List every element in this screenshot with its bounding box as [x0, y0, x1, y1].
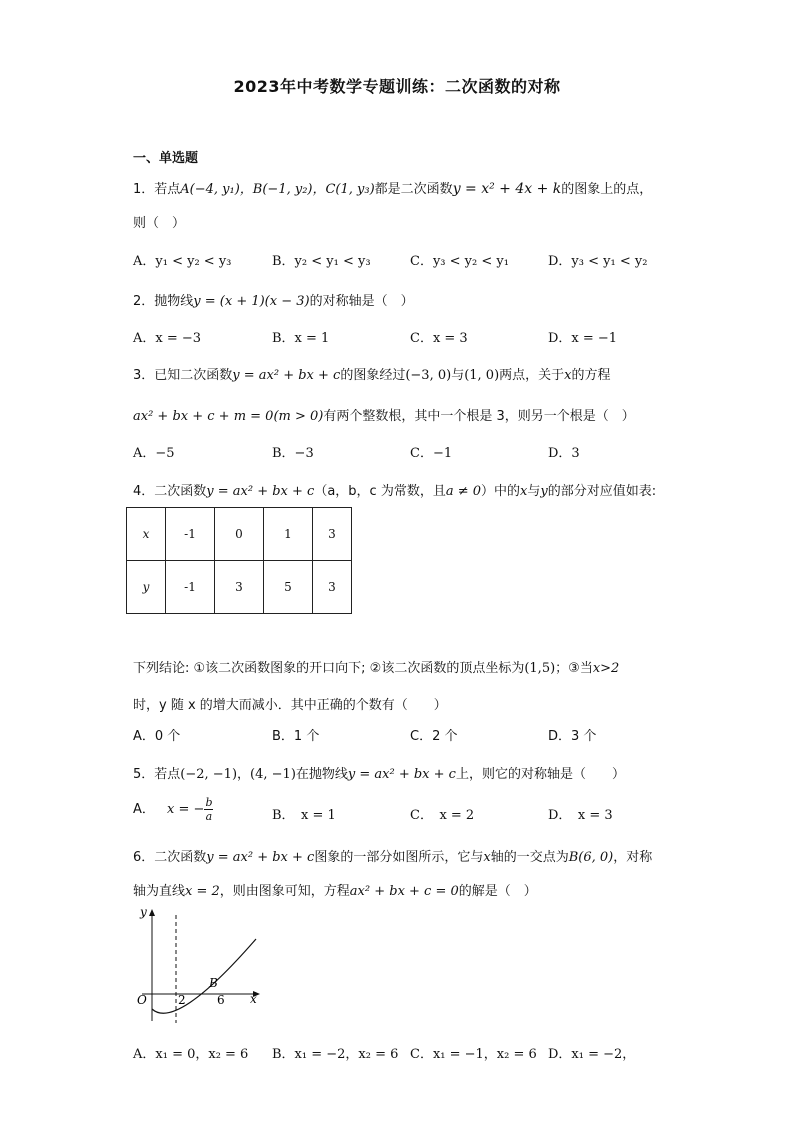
q4-condition-x: x>2 [592, 661, 620, 676]
q4-conclusions [133, 657, 619, 676]
q4-stem-b: （a，b，c 为常数，且 [314, 484, 446, 499]
table-cell: 1 [264, 508, 313, 561]
q5-point-2: (4, −1) [250, 767, 296, 782]
q5-option-a-label: A． [133, 802, 155, 817]
q3-point-2: (1, 0) [464, 368, 500, 383]
q6-var-x: x [483, 850, 491, 865]
q3-option-d[interactable]: D．3 [548, 446, 580, 461]
q4-function: y = ax² + bx + c [206, 484, 315, 499]
q5-option-a-lhs: x = − [167, 802, 205, 817]
graph-point-b-label: B [209, 976, 218, 990]
q3-var-x: x [564, 368, 572, 383]
table-cell: 3 [215, 561, 264, 614]
graph-tick-2: 2 [178, 993, 186, 1007]
q6-option-c[interactable]: C．x₁ = −1，x₂ = 6 [410, 1047, 537, 1062]
q6-stem-c: 轴的一交点为 [490, 850, 569, 865]
q6-option-b[interactable]: B．x₁ = −2，x₂ = 6 [272, 1047, 399, 1062]
q6-option-a[interactable]: A．x₁ = 0，x₂ = 6 [133, 1047, 249, 1062]
q3-stem-line2 [133, 405, 635, 424]
q3-stem-c: 与 [451, 368, 465, 383]
table-cell: 5 [264, 561, 313, 614]
q5-stem-a: 5．若点 [133, 767, 181, 782]
q5-stem-b: ， [237, 767, 251, 782]
q2-stem-b: 的对称轴是（ ） [309, 294, 414, 309]
table-cell: -1 [166, 561, 215, 614]
table-header-x: x [127, 508, 166, 561]
q5-stem [133, 763, 625, 782]
q3-option-b[interactable]: B．−3 [272, 446, 314, 461]
q6-option-d[interactable]: D．x₁ = −2， [548, 1047, 636, 1062]
q1-stem [133, 178, 652, 197]
q5-option-d[interactable]: D． x = 3 [548, 808, 613, 823]
q6-parabola-graph [130, 903, 270, 1028]
q6-line2-c: 的解是（ ） [458, 884, 537, 899]
q6-stem-line2 [133, 880, 537, 899]
q2-stem-a: 2．抛物线 [133, 294, 194, 309]
q2-option-a[interactable]: A．x = −3 [133, 331, 202, 346]
q5-option-a-fraction [204, 796, 213, 823]
q3-function: y = ax² + bx + c [232, 368, 341, 383]
q4-conclusion-text-b: ；③当 [555, 661, 593, 676]
q3-stem [133, 364, 611, 383]
q1-option-c[interactable]: C．y₃ < y₂ < y₁ [410, 254, 509, 269]
q2-function: y = (x + 1)(x − 3) [193, 294, 310, 309]
q4-vertex: (1,5) [524, 661, 556, 676]
q6-stem-d: ，对称 [613, 850, 653, 865]
q1-stem-b: 都是二次函数 [374, 182, 453, 197]
q4-stem-e: 的部分对应值如表: [547, 484, 657, 499]
q5-stem-d: 上，则它的对称轴是（ ） [455, 767, 625, 782]
q3-point-1: (−3, 0) [405, 368, 452, 383]
fraction-numerator: b [205, 796, 213, 809]
q3-stem-line2-text: 有两个整数根，其中一个根是 3，则另一个根是（ ） [323, 409, 635, 424]
graph-origin-label: O [137, 993, 147, 1007]
q4-stem-c: ）中的 [481, 484, 521, 499]
parabola-curve [152, 939, 256, 1013]
q1-option-a[interactable]: A．y₁ < y₂ < y₃ [133, 254, 232, 269]
table-cell: 3 [313, 561, 352, 614]
table-row [127, 508, 352, 561]
q4-option-a[interactable]: A．0 个 [133, 729, 181, 744]
q2-option-b[interactable]: B．x = 1 [272, 331, 330, 346]
q3-stem-e: 的方程 [571, 368, 611, 383]
q6-point-b: B(6, 0) [568, 850, 614, 865]
q4-var-x: x [520, 484, 528, 499]
table-row [127, 561, 352, 614]
page-title: 2023年中考数学专题训练：二次函数的对称 [233, 77, 561, 96]
table-cell: 3 [313, 508, 352, 561]
q4-conclusion-text: 下列结论: ①该二次函数图象的开口向下; ②该二次函数的顶点坐标为 [133, 661, 525, 676]
q6-stem-a: 6．二次函数 [133, 850, 207, 865]
q3-option-a[interactable]: A．−5 [133, 446, 175, 461]
q1-option-b[interactable]: B．y₂ < y₁ < y₃ [272, 254, 371, 269]
q1-option-d[interactable]: D．y₃ < y₁ < y₂ [548, 254, 648, 269]
q3-equation: ax² + bx + c + m = 0(m > 0) [133, 409, 324, 424]
q6-stem [133, 846, 652, 865]
q6-equation: ax² + bx + c = 0 [349, 884, 459, 899]
q4-option-b[interactable]: B．1 个 [272, 729, 320, 744]
q2-stem [133, 290, 414, 309]
q6-axis-line: x = 2 [185, 884, 220, 899]
q4-condition: a ≠ 0 [445, 484, 482, 499]
q6-line2-a: 轴为直线 [133, 884, 186, 899]
fraction-denominator: a [205, 810, 213, 823]
q4-option-c[interactable]: C．2 个 [410, 729, 458, 744]
q1-points: A(−4, y₁)，B(−1, y₂)，C(1, y₃) [180, 182, 375, 197]
q6-line2-b: ，则由图象可知，方程 [219, 884, 350, 899]
table-cell: 0 [215, 508, 264, 561]
graph-x-label: x [250, 992, 257, 1006]
q4-var-y: y [540, 484, 548, 499]
q1-stem-c: 的图象上的点， [561, 182, 653, 197]
q4-value-table [126, 507, 352, 614]
q5-option-c[interactable]: C． x = 2 [410, 808, 475, 823]
q4-conclusions-line2: 时，y 随 x 的增大而减小．其中正确的个数有（ ） [133, 698, 447, 713]
q4-option-d[interactable]: D．3 个 [548, 729, 597, 744]
q3-option-c[interactable]: C．−1 [410, 446, 453, 461]
q1-stem-a: 1．若点 [133, 182, 181, 197]
section-heading: 一、单选题 [133, 151, 199, 166]
q3-stem-b: 的图象经过 [340, 368, 406, 383]
q5-function: y = ax² + bx + c [347, 767, 456, 782]
q2-option-c[interactable]: C．x = 3 [410, 331, 468, 346]
y-axis-arrow [149, 909, 155, 916]
q1-stem-line2: 则（ ） [133, 216, 186, 231]
q5-option-b[interactable]: B． x = 1 [272, 808, 336, 823]
q4-stem [133, 480, 656, 499]
q2-option-d[interactable]: D．x = −1 [548, 331, 618, 346]
q5-stem-c: 在抛物线 [295, 767, 348, 782]
q3-stem-d: 两点，关于 [499, 368, 565, 383]
q5-option-a[interactable] [133, 796, 213, 823]
table-header-y: y [127, 561, 166, 614]
q6-stem-b: 图象的一部分如图所示，它与 [314, 850, 484, 865]
q3-stem-a: 3．已知二次函数 [133, 368, 233, 383]
graph-tick-6: 6 [217, 993, 225, 1007]
q1-function: y = x² + 4x + k [452, 181, 562, 197]
table-cell: -1 [166, 508, 215, 561]
q4-stem-a: 4．二次函数 [133, 484, 207, 499]
q4-stem-d: 与 [527, 484, 541, 499]
graph-y-label: y [140, 905, 147, 919]
q6-function: y = ax² + bx + c [206, 850, 315, 865]
q5-point-1: (−2, −1) [180, 767, 238, 782]
